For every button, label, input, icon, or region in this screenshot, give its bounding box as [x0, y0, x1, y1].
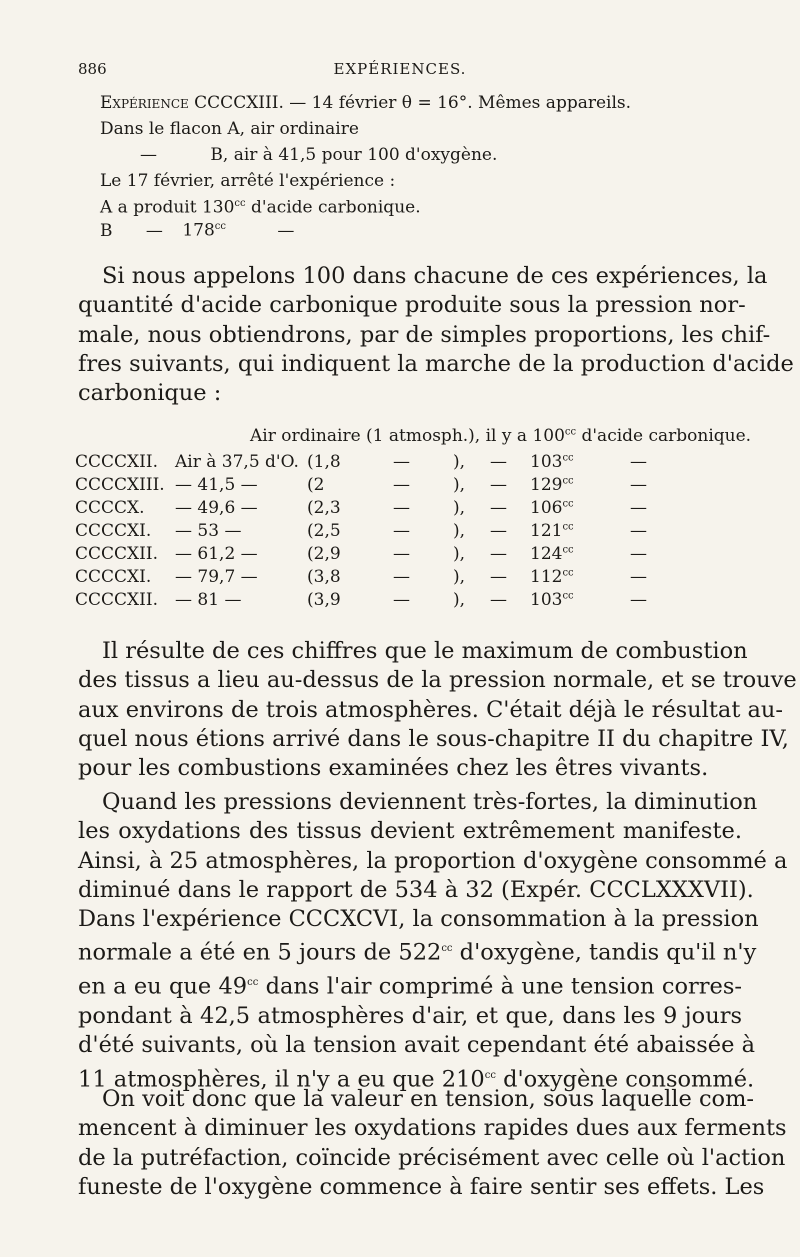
table-row: CCCCXI. — 79,7 — (3,8 — ), — $112^{cc}$ —	[75, 567, 647, 587]
text-line: mencent à diminuer les oxydations rapides dues aux ferments	[78, 1115, 787, 1142]
paragraph-pressures	[78, 788, 788, 1094]
table-row: CCCCXII. — 81 — (3,9 — ), — $103^{cc}$ —	[75, 590, 647, 610]
running-title: EXPÉRIENCES.	[333, 60, 467, 78]
text-line: funeste de l'oxygène commence à faire sentir ses effets. Les	[78, 1173, 765, 1200]
text-line: des tissus a lieu au-dessus de la pression normale, et se trouve	[78, 667, 797, 694]
table-row: CCCCX. — 49,6 — (2,3 — ), — $106^{cc}$ —	[75, 498, 647, 518]
table-row: CCCCXIII. — 41,5 — (2 — ), — $129^{cc}$ —	[75, 475, 647, 495]
page-header	[78, 60, 722, 82]
experiment-line-a: Dans le flacon A, air ordinaire	[100, 119, 359, 139]
table-row: CCCCXII. — 61,2 — (2,9 — ), — $124^{cc}$ —	[75, 544, 647, 564]
text-line: Ainsi, à 25 atmosphères, la proportion d'oxygène consommé a	[78, 847, 788, 874]
text-line: d'été suivants, où la tension avait cependant été abaissée à	[78, 1032, 755, 1059]
table-row: CCCCXII. Air à 37,5 d'O. (1,8 — ), — $103^{cc}$ —	[75, 452, 647, 472]
text-line: Si nous appelons 100 dans chacune de ces expériences, la	[102, 263, 768, 289]
experiment-title: Expérience CCCCXIII. — 14 février θ = 16°. Mêmes appareils.	[100, 93, 632, 113]
text-line: Dans l'expérience CCCXCVI, la consommation à la pression	[78, 906, 759, 933]
text-line: carbonique :	[78, 380, 222, 407]
results-table	[75, 426, 752, 616]
text-line: quel nous étions arrivé dans le sous-chapitre II du chapitre IV,	[78, 725, 789, 752]
text-line: de la putréfaction, coïncide précisément avec celle où l'action	[78, 1144, 786, 1171]
text-line: en a eu que $49^{cc}$ dans l'air comprimé à une tension corres-	[78, 973, 742, 1000]
text-line: les oxydations des tissus devient extrêmement manifeste.	[78, 818, 742, 845]
paragraph-intro	[78, 262, 794, 408]
experiment-result-b: B — $178^{cc}$ —	[100, 220, 295, 241]
text-line: 11 atmosphères, il n'y a eu que $210^{cc}$ d'oxygène consommé.	[78, 1066, 755, 1093]
text-line: aux environs de trois atmosphères. C'était déjà le résultat au-	[78, 696, 784, 723]
page-number: 886	[78, 60, 107, 78]
text-line: fres suivants, qui indiquent la marche de la production d'acide	[78, 350, 794, 377]
table-row: CCCCXI. — 53 — (2,5 — ), — $121^{cc}$ —	[75, 521, 647, 541]
text-line: Quand les pressions deviennent très-fortes, la diminution	[102, 789, 758, 815]
paragraph-result	[78, 637, 797, 783]
text-line: pour les combustions examinées chez les êtres vivants.	[78, 755, 709, 782]
experiment-stop-line: Le 17 février, arrêté l'expérience :	[100, 171, 396, 191]
text-line: diminué dans le rapport de 534 à 32 (Expér. CCCLXXXVII).	[78, 876, 754, 903]
text-line: Il résulte de ces chiffres que le maximum de combustion	[102, 638, 748, 664]
paragraph-conclusion	[78, 1085, 787, 1202]
text-line: normale a été en 5 jours de $522^{cc}$ d'oxygène, tandis qu'il n'y	[78, 939, 757, 966]
table-header: Air ordinaire (1 atmosph.), il y a $100^{cc}$ d'acide carbonique.	[250, 426, 752, 446]
text-line: quantité d'acide carbonique produite sous la pression nor-	[78, 292, 746, 319]
text-line: On voit donc que la valeur en tension, sous laquelle com-	[102, 1086, 755, 1112]
experiment-result-a: A a produit $130^{cc}$ d'acide carbonique.	[100, 197, 421, 218]
text-line: pondant à 42,5 atmosphères d'air, et que, dans les 9 jours	[78, 1003, 742, 1030]
experiment-line-b: — B, air à 41,5 pour 100 d'oxygène.	[140, 145, 498, 165]
text-line: male, nous obtiendrons, par de simples proportions, les chif-	[78, 321, 771, 348]
